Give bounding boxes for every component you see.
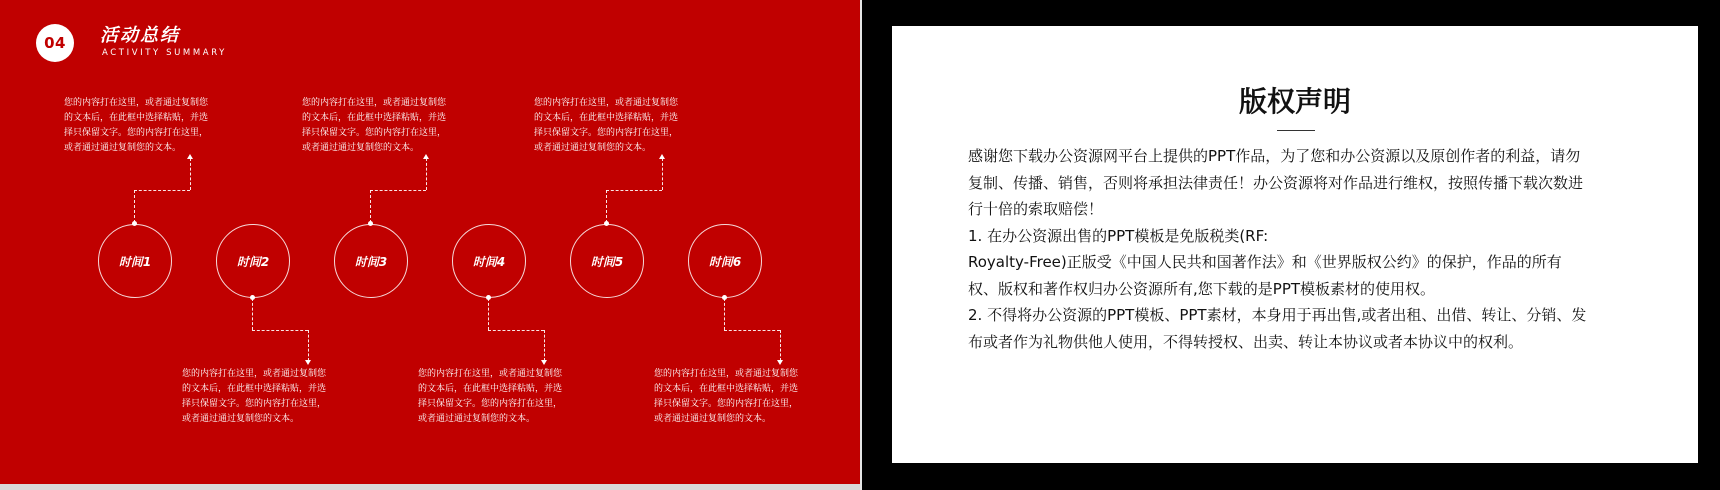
connector-line	[370, 190, 371, 223]
section-title: 活动总结	[100, 25, 180, 46]
connector-line	[606, 190, 662, 191]
connector-line	[606, 190, 607, 223]
timeline-node-3: 时间3	[334, 224, 408, 298]
timeline-node-4: 时间4	[452, 224, 526, 298]
description-text-6: 您的内容打在这里，或者通过复制您 的文本后，在此框中选择粘贴，并选 择只保留文字。您的内容打在这里， 或者通过通过复制您的文本。	[654, 369, 799, 424]
connector-line	[134, 190, 190, 191]
connector-line	[724, 330, 780, 331]
timeline-node-1: 时间1	[98, 224, 172, 298]
connector-line	[662, 158, 663, 190]
copyright-body	[968, 143, 1588, 355]
copyright-title: 版权声明	[1238, 85, 1351, 118]
copyright-paragraph: 1. 在办公资源出售的PPT模板是免版税类(RF:	[968, 226, 1269, 245]
connector-line	[780, 330, 781, 361]
description-text-3: 您的内容打在这里，或者通过复制您 的文本后，在此框中选择粘贴，并选 择只保留文字。您的内容打在这里， 或者通过通过复制您的文本。	[302, 98, 447, 153]
connector-line	[488, 330, 544, 331]
connector-line	[544, 330, 545, 361]
connector-line	[190, 158, 191, 190]
connector-line	[252, 330, 308, 331]
description-text-4: 您的内容打在这里，或者通过复制您 的文本后，在此框中选择粘贴，并选 择只保留文字。您的内容打在这里， 或者通过通过复制您的文本。	[418, 369, 563, 424]
connector-line	[370, 190, 426, 191]
timeline-node-6: 时间6	[688, 224, 762, 298]
section-number-badge: 04	[36, 24, 74, 62]
connector-line	[252, 298, 253, 330]
activity-summary-slide	[0, 0, 860, 484]
copyright-slide	[862, 0, 1720, 490]
copyright-paragraph: 感谢您下载办公资源网平台上提供的PPT作品，为了您和办公资源以及原创作者的利益，请勿复制、传播、销售，否则将承担法律责任！办公资源将对作品进行维权，按照传播下载次数进行十倍的索取赔偿！	[968, 147, 1584, 218]
timeline-node-2: 时间2	[216, 224, 290, 298]
arrow-down-icon	[305, 360, 311, 365]
copyright-panel	[892, 26, 1698, 463]
timeline-node-5: 时间5	[570, 224, 644, 298]
connector-line	[134, 190, 135, 223]
slide-bottom-edge	[0, 484, 862, 490]
title-underline	[1277, 130, 1315, 131]
copyright-paragraph: 2. 不得将办公资源的PPT模板、PPT素材，本身用于再出售,或者出租、出借、转让、分销、发布或者作为礼物供他人使用，不得转授权、出卖、转让本协议或者本协议中的权利。	[968, 306, 1587, 351]
description-text-2: 您的内容打在这里，或者通过复制您 的文本后，在此框中选择粘贴，并选 择只保留文字。您的内容打在这里， 或者通过通过复制您的文本。	[182, 369, 327, 424]
section-subtitle: ACTIVITY SUMMARY	[102, 48, 227, 58]
connector-line	[308, 330, 309, 361]
arrow-down-icon	[541, 360, 547, 365]
copyright-paragraph: Royalty-Free)正版受《中国人民共和国著作法》和《世界版权公约》的保护，作品的所有权、版权和著作权归办公资源所有,您下载的是PPT模板素材的使用权。	[968, 253, 1562, 298]
connector-line	[488, 298, 489, 330]
description-text-5: 您的内容打在这里，或者通过复制您 的文本后，在此框中选择粘贴，并选 择只保留文字。您的内容打在这里， 或者通过通过复制您的文本。	[534, 98, 679, 153]
connector-line	[724, 298, 725, 330]
connector-line	[426, 158, 427, 190]
description-text-1: 您的内容打在这里，或者通过复制您 的文本后，在此框中选择粘贴，并选 择只保留文字。您的内容打在这里， 或者通过通过复制您的文本。	[64, 98, 209, 153]
arrow-down-icon	[777, 360, 783, 365]
